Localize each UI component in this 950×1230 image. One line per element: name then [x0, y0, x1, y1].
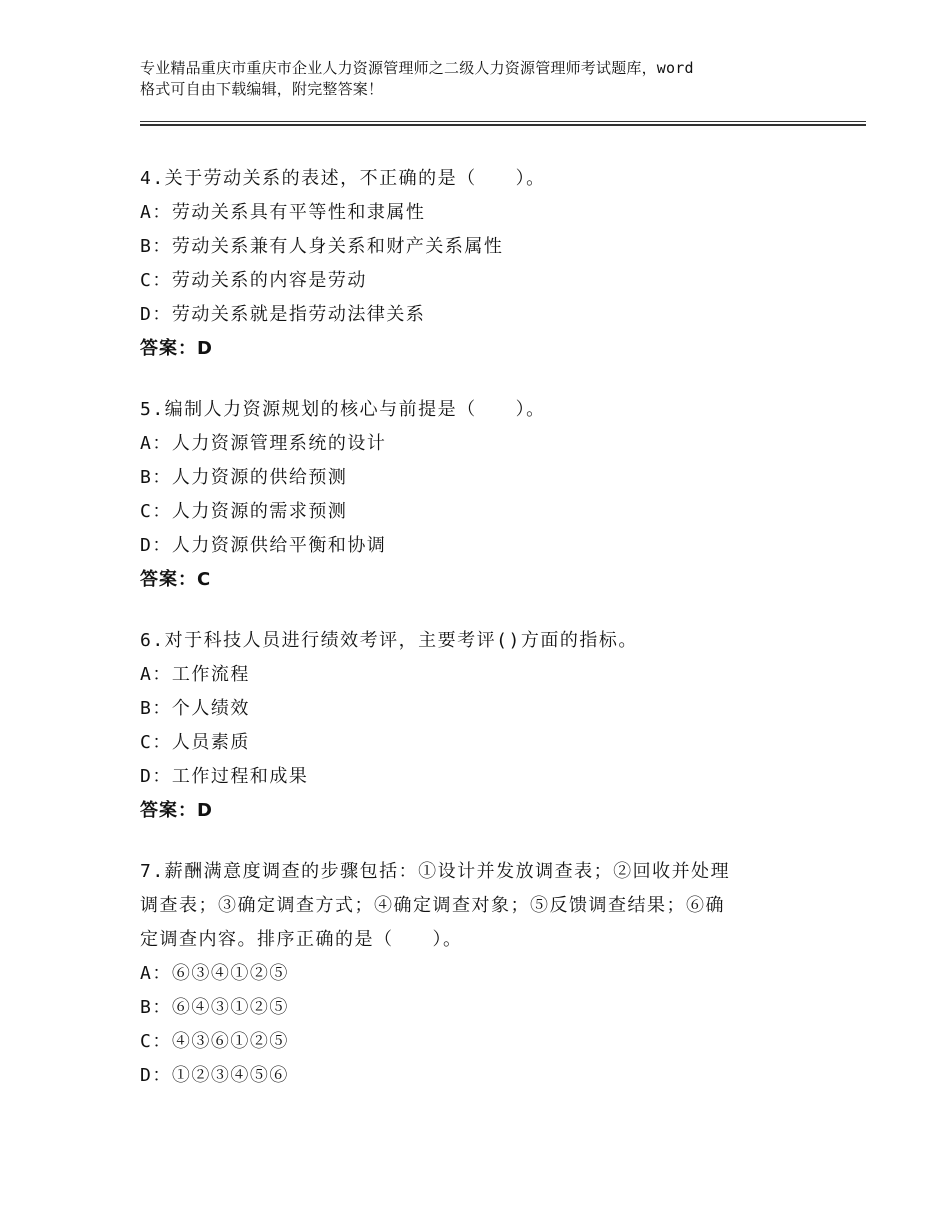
question-4: [140, 162, 820, 366]
option-d: D：劳动关系就是指劳动法律关系: [140, 304, 426, 325]
option-a: A：人力资源管理系统的设计: [140, 433, 387, 454]
option-d: D：工作过程和成果: [140, 766, 309, 787]
option-b: B：人力资源的供给预测: [140, 467, 348, 488]
question-stem: 6.对于科技人员进行绩效考评，主要考评()方面的指标。: [140, 630, 638, 651]
answer-label: 答案：D: [140, 800, 213, 821]
option-c: C：劳动关系的内容是劳动: [140, 270, 367, 291]
question-5: [140, 393, 820, 597]
question-stem: 4.关于劳动关系的表述，不正确的是（ ）。: [140, 168, 546, 189]
question-stem: 5.编制人力资源规划的核心与前提是（ ）。: [140, 399, 546, 420]
option-d: D：①②③④⑤⑥: [140, 1065, 289, 1086]
header-divider: [140, 121, 866, 126]
option-c: C：人员素质: [140, 732, 250, 753]
header-line-1: 专业精品重庆市重庆市企业人力资源管理师之二级人力资源管理师考试题库，word: [140, 59, 694, 77]
question-6: [140, 624, 820, 828]
question-stem-line-2: 调查表；③确定调查方式；④确定调查对象；⑤反馈调查结果；⑥确: [140, 895, 725, 916]
option-b: B：⑥④③①②⑤: [140, 997, 289, 1018]
option-a: A：劳动关系具有平等性和隶属性: [140, 202, 426, 223]
question-stem-line-1: 7.薪酬满意度调查的步骤包括：①设计并发放调查表；②回收并处理: [140, 861, 731, 882]
question-stem-line-3: 定调查内容。排序正确的是（ ）。: [140, 929, 463, 950]
option-b: B：劳动关系兼有人身关系和财产关系属性: [140, 236, 504, 257]
option-a: A：⑥③④①②⑤: [140, 963, 289, 984]
option-a: A：工作流程: [140, 664, 250, 685]
option-b: B：个人绩效: [140, 698, 250, 719]
option-c: C：人力资源的需求预测: [140, 501, 348, 522]
document-header: [140, 58, 840, 100]
option-d: D：人力资源供给平衡和协调: [140, 535, 387, 556]
question-list: [140, 162, 820, 1120]
header-line-2: 格式可自由下载编辑，附完整答案！: [140, 80, 384, 98]
answer-label: 答案：D: [140, 338, 213, 359]
option-c: C：④③⑥①②⑤: [140, 1031, 289, 1052]
question-7: [140, 855, 820, 1093]
answer-label: 答案：C: [140, 569, 212, 590]
